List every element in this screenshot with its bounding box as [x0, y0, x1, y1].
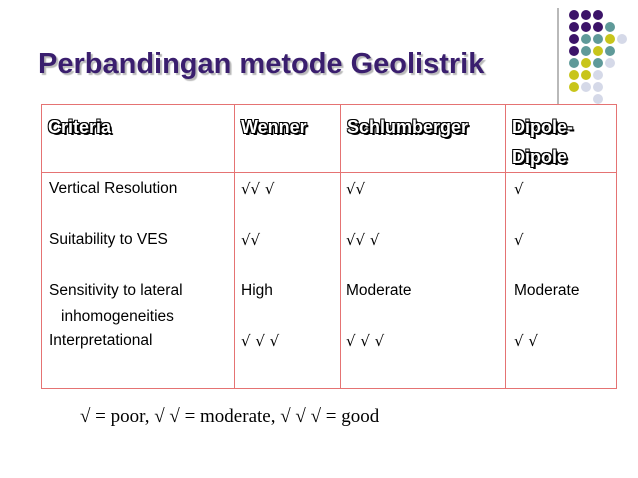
dot	[569, 34, 579, 44]
header-dipole-line1: Dipole-	[512, 117, 573, 137]
dot	[581, 46, 591, 56]
dot	[593, 94, 603, 104]
dot	[581, 70, 591, 80]
dipole-suitability-ves: √	[514, 231, 524, 249]
criteria-inhomogeneities: inhomogeneities	[61, 308, 174, 325]
dot	[593, 70, 603, 80]
header-criteria: Criteria	[48, 117, 112, 137]
dot	[581, 22, 591, 32]
criteria-column	[42, 173, 235, 389]
wenner-column	[235, 173, 341, 389]
header-dipole-line2: Dipole	[512, 147, 568, 167]
wenner-vertical-resolution: √√ √	[241, 180, 275, 198]
schlumberger-interpretational: √ √ √	[346, 332, 385, 350]
criteria-sensitivity-lateral: Sensitivity to lateral	[49, 282, 183, 299]
dot	[581, 10, 591, 20]
wenner-sensitivity: High	[241, 282, 273, 299]
dot	[569, 46, 579, 56]
dot	[593, 34, 603, 44]
dipole-sensitivity: Moderate	[514, 282, 580, 299]
schlumberger-suitability-ves: √√ √	[346, 231, 380, 249]
dot	[605, 58, 615, 68]
dot	[569, 58, 579, 68]
dot	[605, 34, 615, 44]
comparison-table	[41, 104, 617, 389]
dipole-vertical-resolution: √	[514, 180, 524, 198]
dot	[605, 22, 615, 32]
slide-title: Perbandingan metode Geolistrik	[38, 48, 485, 80]
dot	[581, 58, 591, 68]
legend-note: √ = poor, √ √ = moderate, √ √ √ = good	[80, 406, 380, 427]
schlumberger-vertical-resolution: √√	[346, 180, 366, 198]
dot	[581, 34, 591, 44]
dot	[569, 82, 579, 92]
header-dipole-dipole	[506, 105, 616, 172]
dot	[569, 10, 579, 20]
dot	[617, 34, 627, 44]
vertical-divider-line	[557, 8, 559, 104]
dot	[581, 82, 591, 92]
dot	[593, 10, 603, 20]
criteria-vertical-resolution: Vertical Resolution	[49, 180, 178, 197]
schlumberger-sensitivity: Moderate	[346, 282, 412, 299]
dot	[593, 46, 603, 56]
table-header-row	[42, 105, 617, 173]
wenner-interpretational: √ √ √	[241, 332, 280, 350]
schlumberger-column	[341, 173, 506, 389]
dot	[593, 58, 603, 68]
header-schlumberger: Schlumberger	[347, 117, 469, 137]
criteria-suitability-ves: Suitability to VES	[49, 231, 168, 248]
dot	[593, 22, 603, 32]
wenner-suitability-ves: √√	[241, 231, 261, 249]
table-body-row	[42, 173, 617, 389]
dot	[593, 82, 603, 92]
dot	[605, 46, 615, 56]
header-wenner: Wenner	[241, 117, 307, 137]
dot	[569, 22, 579, 32]
dot	[569, 70, 579, 80]
criteria-interpretational: Interpretational	[49, 332, 153, 349]
dipole-column	[506, 173, 617, 389]
dipole-interpretational: √ √	[514, 332, 538, 350]
